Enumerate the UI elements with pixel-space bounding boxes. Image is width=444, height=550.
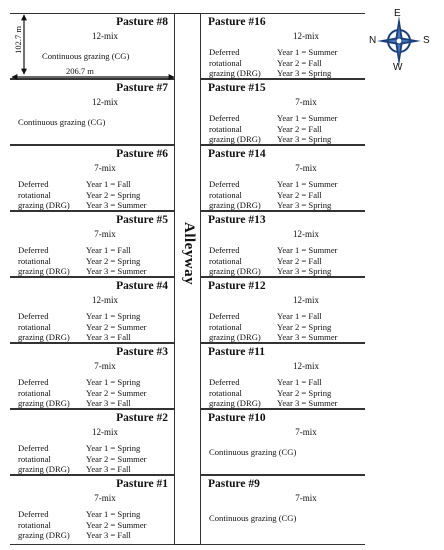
management-line: Continuous grazing (CG) [42,51,130,61]
seed-mix-label: 7-mix [295,97,317,107]
pasture-13 [200,211,365,277]
management-line: Deferred [18,311,49,321]
pasture-14 [200,145,365,211]
year-season: Year 2 = Fall [277,189,322,200]
grazing-management [209,447,296,458]
pasture-title: Pasture #16 [208,16,266,28]
year-season: Year 2 = Summer [86,453,147,464]
year-season: Year 3 = Summer [277,398,338,409]
management-line: grazing (DRG) [18,464,70,475]
width-dimension-label: 206.7 m [66,66,94,76]
alleyway-label: Alleyway [181,222,197,286]
compass-east-label: E [394,8,401,19]
pasture-11 [200,343,365,409]
year-season: Year 3 = Spring [277,266,332,277]
management-line: Deferred [18,443,49,453]
grazing-management [209,377,261,409]
management-line: grazing (DRG) [209,398,261,409]
seed-mix-label: 7-mix [94,361,116,371]
season-schedule [277,245,338,277]
pasture-4 [10,277,175,343]
management-line: grazing (DRG) [18,398,70,409]
season-schedule [86,509,147,541]
compass-rose [363,8,435,74]
year-season: Year 1 = Spring [86,509,141,519]
seed-mix-label: 12-mix [92,97,118,107]
grazing-management [18,179,70,211]
compass-south-label: S [423,35,430,46]
seed-mix-label: 12-mix [92,295,118,305]
grazing-management [18,443,70,475]
year-season: Year 1 = Fall [86,245,131,255]
year-season: Year 2 = Spring [86,255,141,266]
pasture-title: Pasture #1 [116,478,168,490]
pasture-title: Pasture #12 [208,280,266,292]
season-schedule [277,179,338,211]
pasture-15 [200,79,365,145]
management-line: Continuous grazing (CG) [209,447,297,457]
seed-mix-label: 7-mix [94,493,116,503]
pasture-title: Pasture #5 [116,214,168,226]
season-schedule [277,311,338,343]
year-season: Year 2 = Fall [277,255,322,266]
management-line: grazing (DRG) [18,200,70,211]
pasture-12 [200,277,365,343]
management-line: Deferred [209,377,240,387]
management-line: grazing (DRG) [209,68,261,79]
year-season: Year 2 = Fall [277,123,322,134]
management-line: Deferred [209,113,240,123]
year-season: Year 3 = Fall [86,398,131,409]
season-schedule [86,377,147,409]
management-line: rotational [209,123,242,134]
pasture-title: Pasture #4 [116,280,168,292]
grazing-management [18,117,105,128]
year-season: Year 1 = Summer [277,179,338,189]
management-line: rotational [209,321,242,332]
pasture-5 [10,211,175,277]
pasture-title: Pasture #14 [208,148,266,160]
pasture-1 [10,475,175,545]
management-line: grazing (DRG) [209,134,261,145]
season-schedule [277,113,338,145]
grazing-management [18,245,70,277]
year-season: Year 1 = Spring [86,377,141,387]
year-season: Year 2 = Fall [277,57,322,68]
grazing-management [18,311,70,343]
grazing-management [18,377,70,409]
pasture-title: Pasture #8 [116,16,168,28]
pasture-2 [10,409,175,475]
grazing-management [209,179,261,211]
seed-mix-label: 7-mix [295,427,317,437]
management-line: grazing (DRG) [18,332,70,343]
year-season: Year 2 = Summer [86,519,147,530]
year-season: Year 2 = Spring [86,189,141,200]
season-schedule [277,47,338,79]
pasture-6 [10,145,175,211]
season-schedule [86,311,147,343]
compass-west-label: W [393,62,403,73]
management-line: rotational [209,255,242,266]
pasture-title: Pasture #15 [208,82,266,94]
year-season: Year 1 = Spring [86,443,141,453]
management-line: rotational [18,453,51,464]
pasture-title: Pasture #2 [116,412,168,424]
grazing-management [18,509,70,541]
seed-mix-label: 12-mix [92,31,118,41]
seed-mix-label: 12-mix [293,295,319,305]
pasture-9 [200,475,365,545]
pasture-title: Pasture #3 [116,346,168,358]
pasture-3 [10,343,175,409]
seed-mix-label: 12-mix [92,427,118,437]
seed-mix-label: 12-mix [293,361,319,371]
management-line: Deferred [18,377,49,387]
management-line: Deferred [18,509,49,519]
seed-mix-label: 7-mix [94,229,116,239]
year-season: Year 1 = Summer [277,113,338,123]
management-line: grazing (DRG) [209,332,261,343]
year-season: Year 2 = Summer [86,321,147,332]
season-schedule [86,245,147,277]
management-line: grazing (DRG) [18,530,70,541]
management-line: rotational [18,255,51,266]
grazing-management [209,311,261,343]
year-season: Year 3 = Spring [277,200,332,211]
pasture-title: Pasture #7 [116,82,168,94]
pasture-10 [200,409,365,475]
year-season: Year 2 = Summer [86,387,147,398]
year-season: Year 1 = Summer [277,47,338,57]
year-season: Year 1 = Fall [277,377,322,387]
management-line: rotational [209,189,242,200]
year-season: Year 3 = Summer [86,266,147,277]
management-line: rotational [18,321,51,332]
management-line: Deferred [209,311,240,321]
management-line: grazing (DRG) [209,200,261,211]
pasture-title: Pasture #11 [208,346,265,358]
seed-mix-label: 7-mix [94,163,116,173]
year-season: Year 3 = Summer [277,332,338,343]
management-line: rotational [209,57,242,68]
management-line: grazing (DRG) [18,266,70,277]
season-schedule [277,377,338,409]
management-line: rotational [18,189,51,200]
year-season: Year 3 = Fall [86,332,131,343]
year-season: Year 1 = Spring [86,311,141,321]
year-season: Year 1 = Fall [86,179,131,189]
pasture-title: Pasture #10 [208,412,266,424]
grazing-management [209,513,296,524]
compass-north-label: N [369,35,377,46]
pasture-title: Pasture #13 [208,214,266,226]
seed-mix-label: 7-mix [295,163,317,173]
management-line: Deferred [209,47,240,57]
season-schedule [86,443,147,475]
pasture-title: Pasture #9 [208,478,260,490]
management-line: Continuous grazing (CG) [18,117,106,127]
year-season: Year 1 = Fall [277,311,322,321]
year-season: Year 3 = Summer [86,200,147,211]
year-season: Year 3 = Fall [86,464,131,475]
year-season: Year 3 = Spring [277,134,332,145]
year-season: Year 2 = Spring [277,387,332,398]
seed-mix-label: 7-mix [295,493,317,503]
management-line: Deferred [209,179,240,189]
pasture-16 [200,13,365,79]
management-line: Deferred [18,245,49,255]
year-season: Year 3 = Fall [86,530,131,541]
management-line: Continuous grazing (CG) [209,513,297,523]
grazing-management [209,245,261,277]
management-line: rotational [209,387,242,398]
year-season: Year 3 = Spring [277,68,332,79]
year-season: Year 1 = Summer [277,245,338,255]
season-schedule [86,179,147,211]
seed-mix-label: 12-mix [293,31,319,41]
management-line: Deferred [209,245,240,255]
grazing-management [209,113,261,145]
grazing-management [42,51,129,62]
seed-mix-label: 12-mix [293,229,319,239]
management-line: rotational [18,387,51,398]
management-line: grazing (DRG) [209,266,261,277]
year-season: Year 2 = Spring [277,321,332,332]
pasture-title: Pasture #6 [116,148,168,160]
pasture-7 [10,79,175,145]
management-line: rotational [18,519,51,530]
management-line: Deferred [18,179,49,189]
height-dimension-label: 102.7 m [13,26,23,54]
grazing-management [209,47,261,79]
